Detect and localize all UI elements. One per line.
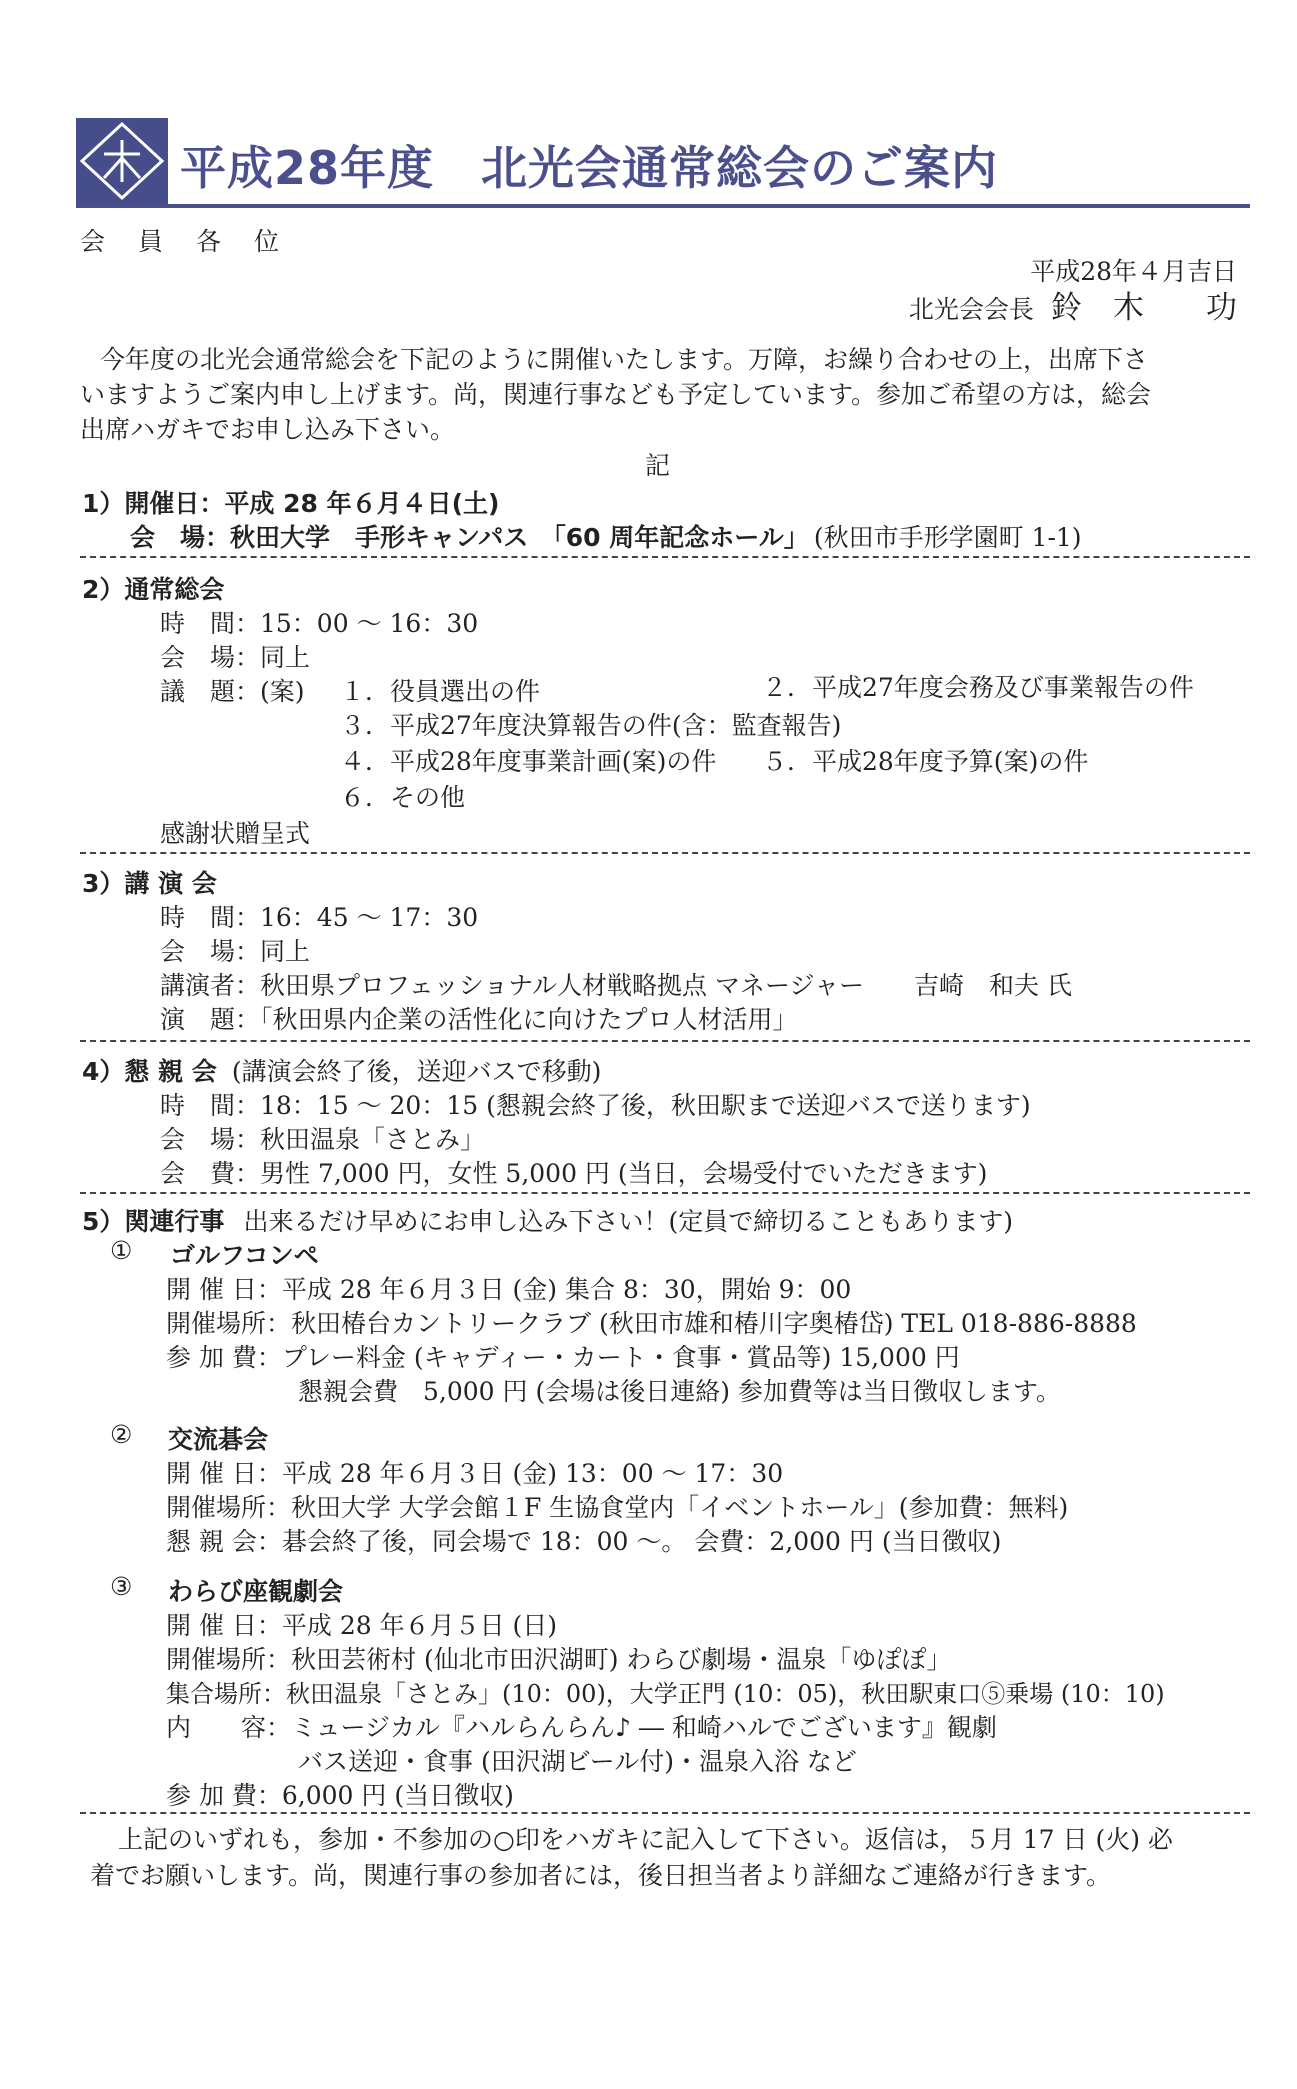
- theater-fee: 参 加 費：6,000 円 (当日徴収): [166, 1781, 514, 1810]
- agenda-item-1: １．役員選出の件: [340, 677, 541, 706]
- golf-place: 開催場所：秋田椿台カントリークラブ (秋田市雄和椿川字奥椿岱) TEL 018-886-8888: [166, 1309, 1137, 1338]
- theater-content: 内 容：ミュージカル『ハルらんらん♪ ― 和崎ハルでございます』観劇: [166, 1713, 997, 1742]
- divider: [80, 1192, 1250, 1194]
- go-number: ②: [110, 1420, 133, 1449]
- agenda-item-6: ６．その他: [340, 783, 466, 812]
- theater-place: 開催場所：秋田芸術村 (仙北市田沢湖町) わらび劇場・温泉「ゆぽぽ」: [166, 1645, 952, 1674]
- theater-number: ③: [110, 1572, 133, 1601]
- go-party: 懇 親 会：碁会終了後，同会場で 18：00 ～。 会費：2,000 円 (当日徴収): [166, 1527, 1002, 1556]
- golf-number: ①: [110, 1236, 133, 1265]
- agenda-item-2: ２．平成27年度会務及び事業報告の件: [762, 673, 1194, 702]
- title-rule: [76, 204, 1250, 208]
- divider: [80, 1040, 1250, 1042]
- lecture-topic: 演 題：「秋田県内企業の活性化に向けたプロ人材活用」: [160, 1005, 798, 1034]
- lecture-speaker: 講演者：秋田県プロフェッショナル人材戦略拠点 マネージャー 吉崎 和夫 氏: [160, 971, 1072, 1000]
- meeting-time: 時 間：15：00 ～ 16：30: [160, 609, 479, 638]
- party-heading: 4）懇 親 会: [82, 1057, 217, 1086]
- divider: [80, 852, 1250, 854]
- party-venue: 会 場：秋田温泉「さとみ」: [160, 1125, 486, 1154]
- venue-label: 会 場：秋田大学 手形キャンパス 「60 周年記念ホール」: [130, 523, 809, 552]
- issue-date: 平成28年４月吉日: [1030, 257, 1237, 286]
- intro-line-2: いますようご案内申し上げます。尚，関連行事なども予定しています。参加ご希望の方は，総会: [80, 380, 1152, 409]
- theater-date: 開 催 日：平成 28 年６月５日 (日): [166, 1611, 558, 1640]
- section-1-venue: [130, 518, 1082, 554]
- closing-line-1: 上記のいずれも，参加・不参加の○印をハガキに記入して下さい。返信は，５月 17 日 (火) 必: [118, 1825, 1173, 1854]
- events-note: 出来るだけ早めにお申し込み下さい！(定員で締切ることもあります): [243, 1207, 1014, 1236]
- section-4-heading: [82, 1052, 601, 1088]
- sender-name: 鈴 木 功: [1051, 290, 1237, 326]
- intro-line-1: 今年度の北光会通常総会を下記のように開催いたします。万障，お繰り合わせの上，出席下さ: [100, 345, 1149, 374]
- divider: [80, 1812, 1250, 1814]
- golf-title: ゴルフコンペ: [170, 1241, 319, 1270]
- lecture-time: 時 間：16：45 ～ 17：30: [160, 903, 479, 932]
- go-date: 開 催 日：平成 28 年６月３日 (金) 13：00 ～ 17：30: [166, 1459, 784, 1488]
- section-2-heading: 2）通常総会: [82, 575, 225, 604]
- golf-fee: 参 加 費：プレー料金 (キャディー・カート・食事・賞品等) 15,000 円: [166, 1343, 960, 1372]
- section-5-heading: [82, 1202, 1013, 1238]
- intro-line-3: 出席ハガキでお申し込み下さい。: [80, 415, 456, 444]
- closing-line-2: 着でお願いします。尚，関連行事の参加者には，後日担当者より詳細なご連絡が行きます。: [90, 1861, 1112, 1890]
- golf-date: 開 催 日：平成 28 年６月３日 (金) 集合 8：30，開始 9：00: [166, 1275, 852, 1304]
- golf-fee-2: 懇親会費 5,000 円 (会場は後日連絡) 参加費等は当日徴収します。: [298, 1377, 1061, 1406]
- agenda-item-3: ３．平成27年度決算報告の件(含：監査報告): [340, 711, 842, 740]
- lecture-venue: 会 場：同上: [160, 937, 311, 966]
- go-place: 開催場所：秋田大学 大学会館１F 生協食堂内「イベントホール」(参加費：無料): [166, 1493, 1069, 1522]
- page-title: 平成28年度 北光会通常総会のご案内: [180, 141, 999, 195]
- party-note: (講演会終了後，送迎バスで移動): [231, 1057, 602, 1086]
- ki-label: 記: [645, 451, 671, 480]
- section-3-heading: 3）講 演 会: [82, 869, 217, 898]
- meeting-venue: 会 場：同上: [160, 643, 311, 672]
- theater-title: わらび座観劇会: [168, 1577, 344, 1606]
- theater-content-2: バス送迎・食事 (田沢湖ビール付)・温泉入浴 など: [298, 1747, 857, 1776]
- title-bar: [76, 118, 1250, 204]
- hokkokai-logo-icon: [76, 118, 168, 204]
- sender-title: 北光会会長: [908, 295, 1034, 324]
- award-ceremony: 感謝状贈呈式: [160, 819, 311, 848]
- agenda-label: 議 題：(案): [160, 677, 305, 706]
- sender: [909, 282, 1237, 327]
- party-time: 時 間：18：15 ～ 20：15 (懇親会終了後，秋田駅まで送迎バスで送ります): [160, 1091, 1031, 1120]
- theater-meeting-point: 集合場所：秋田温泉「さとみ」(10：00)，大学正門 (10：05)，秋田駅東口⑤乗場 (10：10): [166, 1680, 1165, 1708]
- divider: [80, 556, 1250, 558]
- events-heading: 5）関連行事: [82, 1207, 225, 1236]
- party-fee: 会 費：男性 7,000 円，女性 5,000 円 (当日，会場受付でいただきます): [160, 1159, 988, 1188]
- agenda-item-5: ５．平成28年度予算(案)の件: [762, 747, 1089, 776]
- addressee: 会 員 各 位: [80, 227, 284, 256]
- section-1-heading: 1）開催日：平成 28 年６月４日(土): [82, 489, 500, 518]
- agenda-item-4: ４．平成28年度事業計画(案)の件: [340, 747, 717, 776]
- go-title: 交流碁会: [168, 1425, 269, 1454]
- venue-address: (秋田市手形学園町 1-1): [813, 523, 1082, 552]
